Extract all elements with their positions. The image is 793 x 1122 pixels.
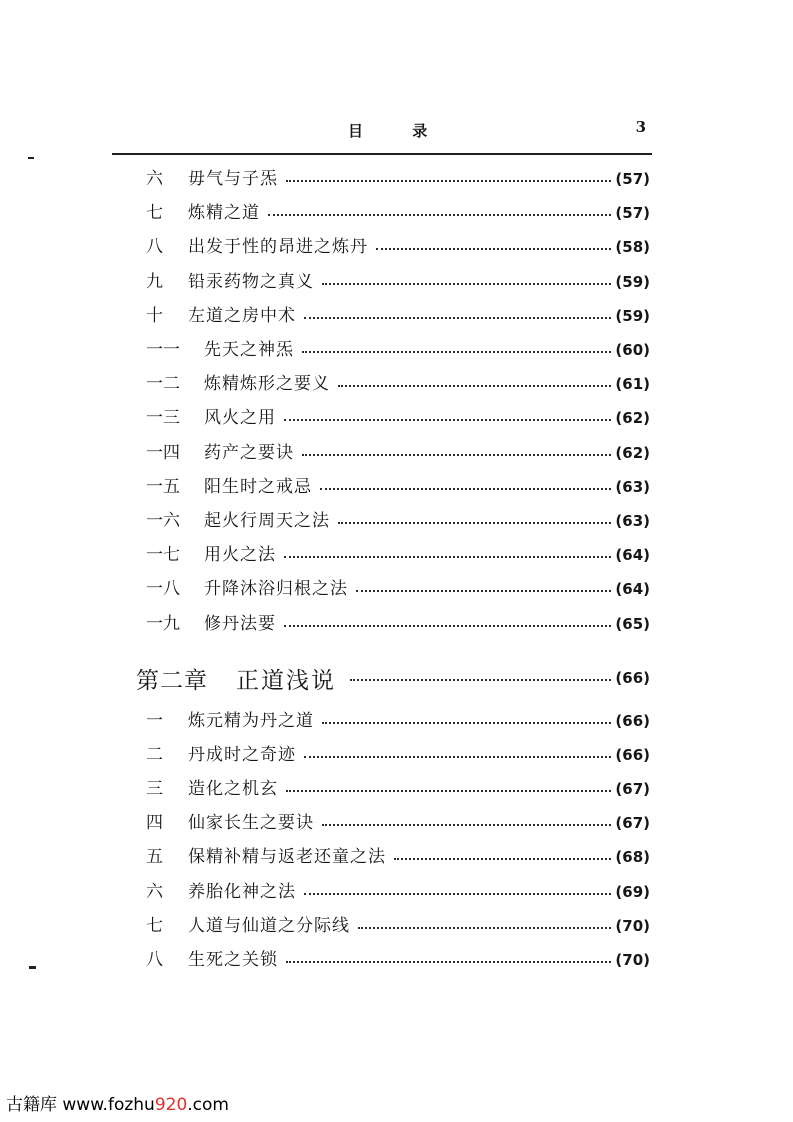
entry-number: 一九 xyxy=(146,613,180,634)
entry-page-ref: (58) xyxy=(615,238,650,257)
entry-number: 六 xyxy=(146,881,163,902)
entry-page-ref: (60) xyxy=(615,341,650,359)
header-divider xyxy=(112,153,652,155)
dot-leader xyxy=(304,756,611,758)
entry-title: 左道之房中术 xyxy=(188,305,296,326)
chapter-label: 第二章 xyxy=(136,667,208,694)
entry-page-ref: (64) xyxy=(615,546,650,565)
entry-number: 二 xyxy=(146,745,163,766)
toc-entry[interactable] xyxy=(146,303,650,329)
entry-number: 一三 xyxy=(146,408,180,429)
entry-number: 七 xyxy=(146,915,163,936)
dot-leader xyxy=(394,858,611,860)
entry-number: 一四 xyxy=(146,442,180,463)
entry-page-ref: (66) xyxy=(615,712,650,730)
entry-page-ref: (65) xyxy=(615,614,650,633)
dot-leader xyxy=(350,679,611,681)
toc-entry[interactable] xyxy=(146,371,650,397)
dot-leader xyxy=(284,625,611,627)
entry-title: 仙家长生之要诀 xyxy=(188,813,314,834)
page-header xyxy=(112,116,650,146)
entry-title: 毋气与子炁 xyxy=(188,169,278,189)
dot-leader xyxy=(356,590,611,592)
entry-title: 修丹法要 xyxy=(204,613,276,634)
toc-entry[interactable] xyxy=(146,508,650,534)
toc-entry[interactable] xyxy=(146,708,650,734)
entry-page-ref: (59) xyxy=(615,306,650,325)
dot-leader xyxy=(322,722,611,724)
entry-page-ref: (62) xyxy=(615,409,650,428)
entry-number: 六 xyxy=(146,169,163,189)
entry-title: 生死之关锁 xyxy=(188,949,278,970)
entry-page-ref: (68) xyxy=(615,848,650,867)
dot-leader xyxy=(302,351,611,353)
entry-page-ref: (62) xyxy=(615,443,650,462)
entry-title: 起火行周天之法 xyxy=(204,511,330,531)
entry-number: 一五 xyxy=(146,476,180,497)
header-title: 目 录 xyxy=(348,122,450,140)
dot-leader xyxy=(286,180,611,182)
entry-number: 四 xyxy=(146,813,163,834)
dot-leader xyxy=(338,522,611,524)
entry-title: 出发于性的昂进之炼丹 xyxy=(188,237,368,258)
entry-page-ref: (63) xyxy=(615,477,650,496)
entry-number: 十 xyxy=(146,305,163,326)
dot-leader xyxy=(304,317,611,319)
entry-title: 先天之神炁 xyxy=(204,340,294,360)
entry-number: 一一 xyxy=(146,340,180,360)
toc-entry[interactable] xyxy=(146,405,650,431)
entry-number: 三 xyxy=(146,779,163,800)
entry-title: 升降沐浴归根之法 xyxy=(204,579,348,600)
toc-entry[interactable] xyxy=(146,913,650,939)
entry-title: 炼精之道 xyxy=(188,203,260,224)
entry-title: 人道与仙道之分际线 xyxy=(188,915,350,936)
dot-leader xyxy=(322,824,611,826)
dot-leader xyxy=(322,283,611,285)
chapter-title: 正道浅说 xyxy=(236,667,336,694)
toc-entry[interactable] xyxy=(146,879,650,905)
entry-title: 阳生时之戒忌 xyxy=(204,476,312,497)
entry-title: 风火之用 xyxy=(204,408,276,429)
entry-page-ref: (70) xyxy=(615,950,650,969)
dot-leader xyxy=(338,385,611,387)
entry-page-ref: (69) xyxy=(615,882,650,901)
dot-leader xyxy=(304,893,611,895)
entry-number: 一八 xyxy=(146,579,180,600)
entry-page-ref: (67) xyxy=(615,814,650,833)
entry-number: 一二 xyxy=(146,374,180,395)
toc-entry[interactable] xyxy=(146,776,650,802)
entry-title: 药产之要诀 xyxy=(204,442,294,463)
toc-entry[interactable] xyxy=(146,440,650,466)
toc-chapter-heading[interactable] xyxy=(136,662,650,694)
entry-title: 炼精炼形之要义 xyxy=(204,374,330,395)
toc-entry[interactable] xyxy=(146,269,650,295)
watermark-digits: 920 xyxy=(154,1095,188,1115)
toc-entry[interactable] xyxy=(146,576,650,602)
entry-number: 五 xyxy=(146,847,163,868)
watermark-suffix: .com xyxy=(187,1095,229,1115)
toc-entry[interactable] xyxy=(146,542,650,568)
entry-number: 九 xyxy=(146,271,163,292)
chapter-page-ref: (66) xyxy=(615,669,650,687)
toc-entry[interactable] xyxy=(146,844,650,870)
watermark xyxy=(6,1090,229,1115)
dot-leader xyxy=(376,248,611,250)
dot-leader xyxy=(286,790,611,792)
toc-entry[interactable] xyxy=(146,474,650,500)
entry-page-ref: (64) xyxy=(615,580,650,599)
entry-number: 八 xyxy=(146,949,163,970)
margin-mark xyxy=(28,157,34,159)
entry-title: 养胎化神之法 xyxy=(188,881,296,902)
dot-leader xyxy=(268,214,611,216)
page-number: 3 xyxy=(635,118,646,136)
entry-title: 保精补精与返老还童之法 xyxy=(188,847,386,868)
dot-leader xyxy=(284,419,611,421)
dot-leader xyxy=(302,454,611,456)
entry-page-ref: (70) xyxy=(615,916,650,935)
toc-entry[interactable] xyxy=(146,611,650,637)
entry-title: 丹成时之奇迹 xyxy=(188,745,296,766)
entry-title: 造化之机玄 xyxy=(188,779,278,800)
entry-page-ref: (63) xyxy=(615,512,650,530)
toc-entry[interactable] xyxy=(146,810,650,836)
entry-page-ref: (66) xyxy=(615,746,650,765)
entry-page-ref: (57) xyxy=(615,170,650,188)
entry-title: 用火之法 xyxy=(204,545,276,566)
entry-title: 炼元精为丹之道 xyxy=(188,711,314,731)
toc-entry[interactable] xyxy=(146,742,650,768)
dot-leader xyxy=(320,488,611,490)
watermark-prefix: 古籍库 www.fozhu xyxy=(6,1095,155,1115)
toc-entry[interactable] xyxy=(146,200,650,226)
entry-page-ref: (67) xyxy=(615,780,650,799)
dot-leader xyxy=(284,556,611,558)
entry-number: 一 xyxy=(146,711,163,731)
entry-number: 一六 xyxy=(146,511,180,531)
entry-page-ref: (61) xyxy=(615,375,650,394)
dot-leader xyxy=(358,927,611,929)
toc-entry[interactable] xyxy=(146,234,650,260)
entry-page-ref: (59) xyxy=(615,272,650,291)
toc-entry[interactable] xyxy=(146,947,650,973)
entry-number: 一七 xyxy=(146,545,180,566)
dot-leader xyxy=(286,961,611,963)
toc-entry[interactable] xyxy=(146,337,650,363)
entry-number: 七 xyxy=(146,203,163,224)
entry-number: 八 xyxy=(146,237,163,258)
entry-title: 铅汞药物之真义 xyxy=(188,271,314,292)
entry-page-ref: (57) xyxy=(615,204,650,223)
toc-entry[interactable] xyxy=(146,166,650,192)
margin-mark xyxy=(29,966,36,969)
